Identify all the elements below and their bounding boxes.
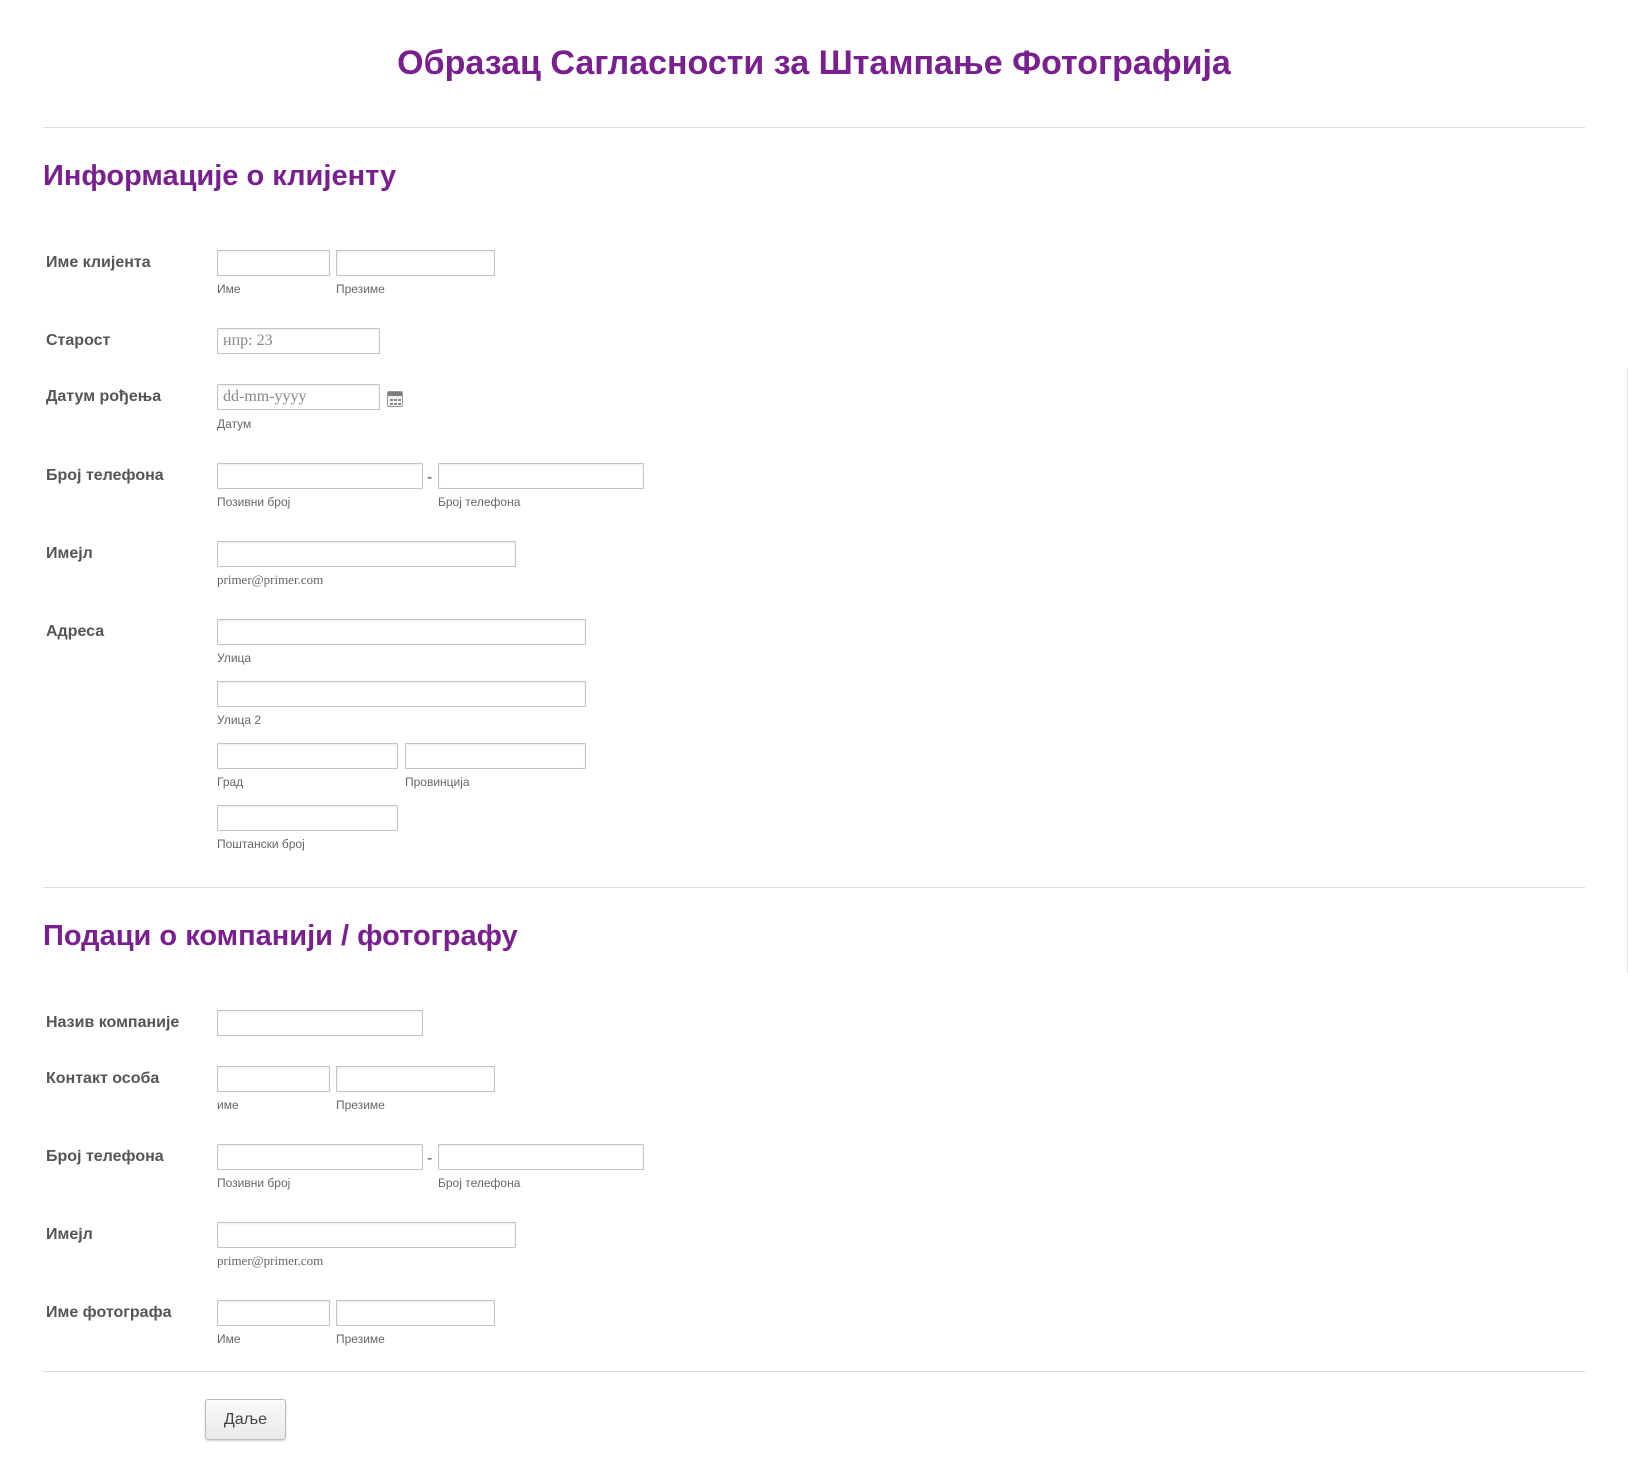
section-title-company: Подаци о компанији / фотографу	[43, 920, 518, 952]
client-name-label: Име клијента	[46, 254, 151, 271]
company-name-label: Назив компаније	[46, 1014, 180, 1031]
contact-first-name-sublabel: име	[217, 1098, 239, 1112]
client-phone-number-sublabel: Број телефона	[438, 495, 521, 509]
company-phone-number-input[interactable]	[438, 1144, 644, 1170]
client-email-label: Имејл	[46, 545, 93, 562]
company-area-code-input[interactable]	[217, 1144, 423, 1170]
company-area-code-sublabel: Позивни број	[217, 1176, 291, 1190]
client-phone-label: Број телефона	[46, 467, 164, 484]
client-email-sublabel: primer@primer.com	[217, 572, 324, 587]
photographer-first-name-sublabel: Име	[217, 1332, 241, 1346]
contact-person-label: Контакт особа	[46, 1070, 160, 1087]
contact-first-name-input[interactable]	[217, 1066, 330, 1092]
photographer-name-label: Име фотографа	[46, 1304, 172, 1321]
street2-sublabel: Улица 2	[217, 713, 262, 727]
client-email-input[interactable]	[217, 541, 516, 567]
company-phone-label: Број телефона	[46, 1148, 164, 1165]
divider	[43, 127, 1585, 128]
client-area-code-input[interactable]	[217, 463, 423, 489]
client-first-name-input[interactable]	[217, 250, 330, 276]
client-last-name-sublabel: Презиме	[336, 282, 385, 296]
client-first-name-sublabel: Име	[217, 282, 241, 296]
dob-input[interactable]	[217, 384, 380, 410]
company-email-label: Имејл	[46, 1226, 93, 1243]
next-button[interactable]: Даље	[205, 1399, 286, 1440]
divider	[43, 1371, 1585, 1372]
address-label: Адреса	[46, 623, 105, 640]
photographer-last-name-sublabel: Презиме	[336, 1332, 385, 1346]
company-phone-number-sublabel: Број телефона	[438, 1176, 521, 1190]
company-name-input[interactable]	[217, 1010, 423, 1036]
street-sublabel: Улица	[217, 651, 252, 665]
postal-code-input[interactable]	[217, 805, 398, 831]
phone-separator: -	[427, 1150, 433, 1167]
client-area-code-sublabel: Позивни број	[217, 495, 291, 509]
photographer-last-name-input[interactable]	[336, 1300, 495, 1326]
age-label: Старост	[46, 332, 111, 349]
contact-last-name-sublabel: Презиме	[336, 1098, 385, 1112]
divider	[43, 887, 1585, 888]
contact-last-name-input[interactable]	[336, 1066, 495, 1092]
client-phone-number-input[interactable]	[438, 463, 644, 489]
company-email-sublabel: primer@primer.com	[217, 1253, 324, 1268]
dob-label: Датум рођења	[46, 388, 162, 405]
postal-code-sublabel: Поштански број	[217, 837, 305, 851]
company-email-input[interactable]	[217, 1222, 516, 1248]
province-input[interactable]	[405, 743, 586, 769]
dob-sublabel: Датум	[217, 417, 252, 431]
city-sublabel: Град	[217, 775, 244, 789]
age-input[interactable]	[217, 328, 380, 354]
city-input[interactable]	[217, 743, 398, 769]
province-sublabel: Провинција	[405, 775, 470, 789]
street-input[interactable]	[217, 619, 586, 645]
form-title: Образац Сагласности за Штампање Фотографија	[397, 44, 1231, 82]
client-last-name-input[interactable]	[336, 250, 495, 276]
street2-input[interactable]	[217, 681, 586, 707]
calendar-icon[interactable]	[387, 391, 403, 407]
section-title-client: Информације о клијенту	[43, 160, 397, 192]
phone-separator: -	[427, 469, 433, 486]
photographer-first-name-input[interactable]	[217, 1300, 330, 1326]
